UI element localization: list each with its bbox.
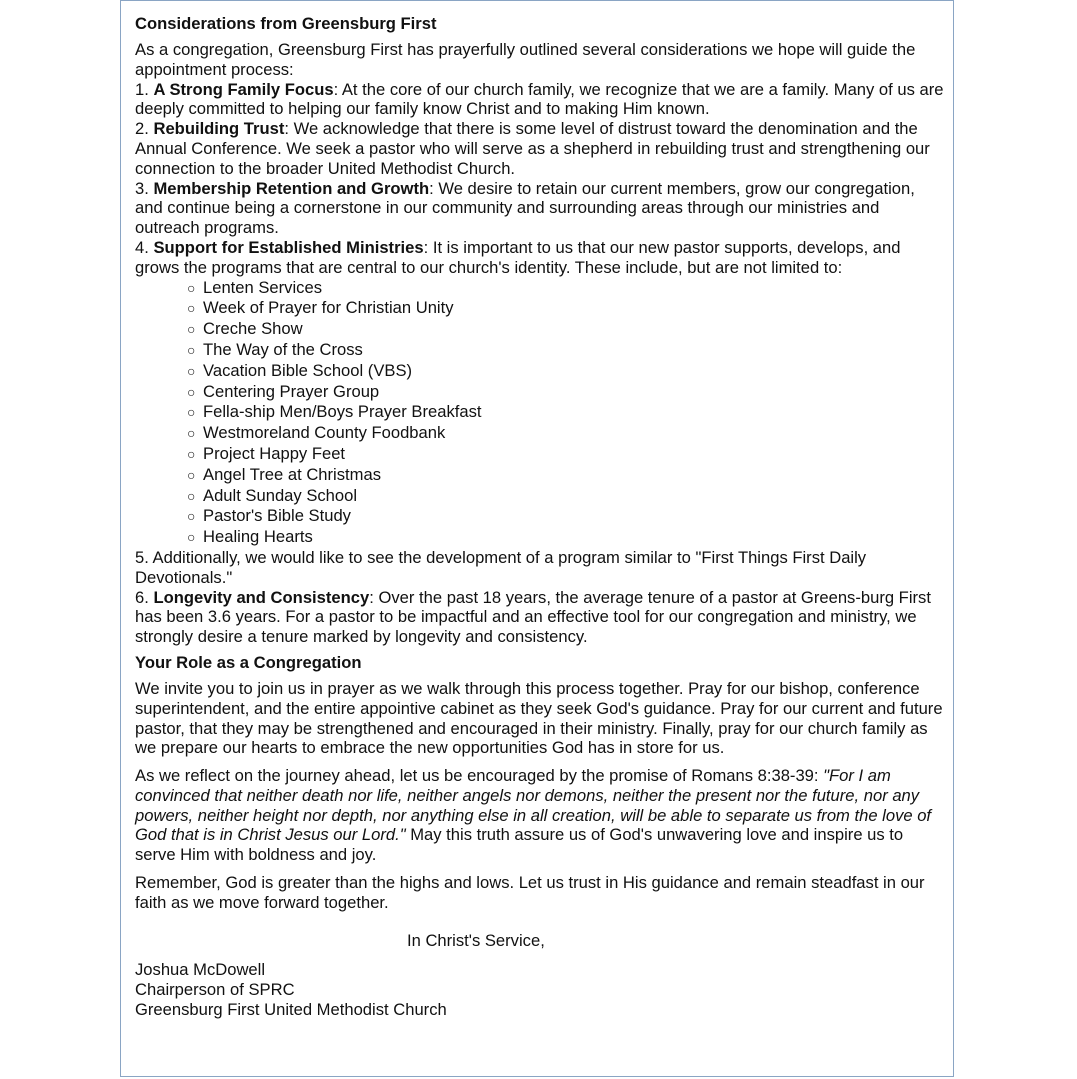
consideration-item-6: 6. Longevity and Consistency: Over the past 18 years, the average tenure of a pastor at Greens-burg First has been 3.6 years. For a pastor to be impactful and an effective tool for our congregation and ministry, we strongly desire a tenure marked by longevity and consistency. [135, 587, 931, 647]
section-heading-role: Your Role as a Congregation [135, 652, 362, 672]
section-heading-considerations: Considerations from Greensburg First [135, 14, 437, 33]
signer-role: Chairperson of SPRC [135, 980, 295, 1000]
list-item: ○ Healing Hearts [187, 527, 313, 547]
list-item: ○ Westmoreland County Foodbank [187, 423, 446, 443]
circle-bullet-icon: ○ [187, 466, 196, 483]
remember-paragraph: Remember, God is greater than the highs and lows. Let us trust in His guidance and remain steadfast in our faith as we move forward together. [135, 873, 925, 912]
list-item: ○ Project Happy Feet [187, 443, 346, 463]
intro-paragraph: As a congregation, Greensburg First has prayerfully outlined several considerations we hope will guide the appointment process: [135, 40, 916, 79]
list-item: ○ The Way of the Cross [187, 339, 363, 359]
role-paragraph: We invite you to join us in prayer as we walk through this process together. Pray for our bishop, conference superintendent, and the entire appointive cabinet as they seek God's guidance. Pray for our current and future pastor, that they may be strengthened and encouraged in their ministry. Finally, pray for our church family as we prepare our hearts to embrace the new opportunities God has in store for us. [135, 678, 943, 758]
consideration-item-1: 1. A Strong Family Focus: At the core of our church family, we recognize that we are a family. Many of us are deeply committed to helping our family know Christ and to making Him known. [135, 79, 944, 119]
circle-bullet-icon: ○ [187, 508, 196, 525]
consideration-item-5: 5. Additionally, we would like to see the development of a program similar to "First Things First Daily Devotionals." [135, 547, 867, 587]
list-item: ○ Creche Show [187, 319, 303, 339]
circle-bullet-icon: ○ [187, 341, 196, 358]
circle-bullet-icon: ○ [187, 425, 196, 442]
reflect-paragraph: As we reflect on the journey ahead, let us be encouraged by the promise of Romans 8:38-39: "For I am convinced that neither death nor life, neither angels nor demons, neither the present nor the future, nor any powers, neither height nor depth, nor anything else in all creation, will be able to separate us from the love of God that is in Christ Jesus our Lord." May this truth assure us of God's unwavering love and inspire us to serve Him with boldness and joy. [135, 766, 932, 865]
list-item: ○ Angel Tree at Christmas [187, 464, 381, 484]
list-item: ○ Lenten Services [187, 277, 322, 297]
consideration-item-4: 4. Support for Established Ministries: It is important to us that our new pastor supports, develops, and grows the programs that are central to our church's identity. These include, but are not limited to: [135, 237, 901, 277]
list-item: ○ Adult Sunday School [187, 485, 358, 505]
signer-organization: Greensburg First United Methodist Church [135, 1000, 447, 1020]
closing-salutation: In Christ's Service, [407, 930, 545, 950]
circle-bullet-icon: ○ [187, 362, 196, 379]
circle-bullet-icon: ○ [187, 321, 196, 338]
list-item: ○ Fella-ship Men/Boys Prayer Breakfast [187, 402, 482, 422]
scripture-quote: "For I am convinced that neither death nor life, neither angels nor demons, neither the present nor the future, nor any powers, neither height nor depth, nor anything else in all creation, will be able to separate us from the love of God that is in Christ Jesus our Lord." [135, 766, 932, 845]
circle-bullet-icon: ○ [187, 279, 196, 296]
circle-bullet-icon: ○ [187, 529, 196, 546]
circle-bullet-icon: ○ [187, 300, 196, 317]
circle-bullet-icon: ○ [187, 383, 196, 400]
circle-bullet-icon: ○ [187, 404, 196, 421]
signer-name: Joshua McDowell [135, 960, 266, 980]
consideration-item-2: 2. Rebuilding Trust: We acknowledge that there is some level of distrust toward the denomination and the Annual Conference. We seek a pastor who will serve as a shepherd in rebuilding trust and strengthening our connection to the broader United Methodist Church. [135, 119, 930, 178]
signature-block [135, 960, 945, 1019]
list-item: ○ Vacation Bible School (VBS) [187, 360, 413, 380]
circle-bullet-icon: ○ [187, 487, 196, 504]
consideration-item-3: 3. Membership Retention and Growth: We desire to retain our current members, grow our congregation, and continue being a cornerstone in our community and surrounding areas through our ministries and outreach programs. [135, 178, 915, 238]
list-item: ○ Centering Prayer Group [187, 381, 380, 401]
letter-body [135, 13, 945, 1020]
list-item: ○ Pastor's Bible Study [187, 506, 351, 526]
circle-bullet-icon: ○ [187, 445, 196, 462]
ministries-list [135, 278, 945, 548]
list-item: ○ Week of Prayer for Christian Unity [187, 298, 454, 318]
